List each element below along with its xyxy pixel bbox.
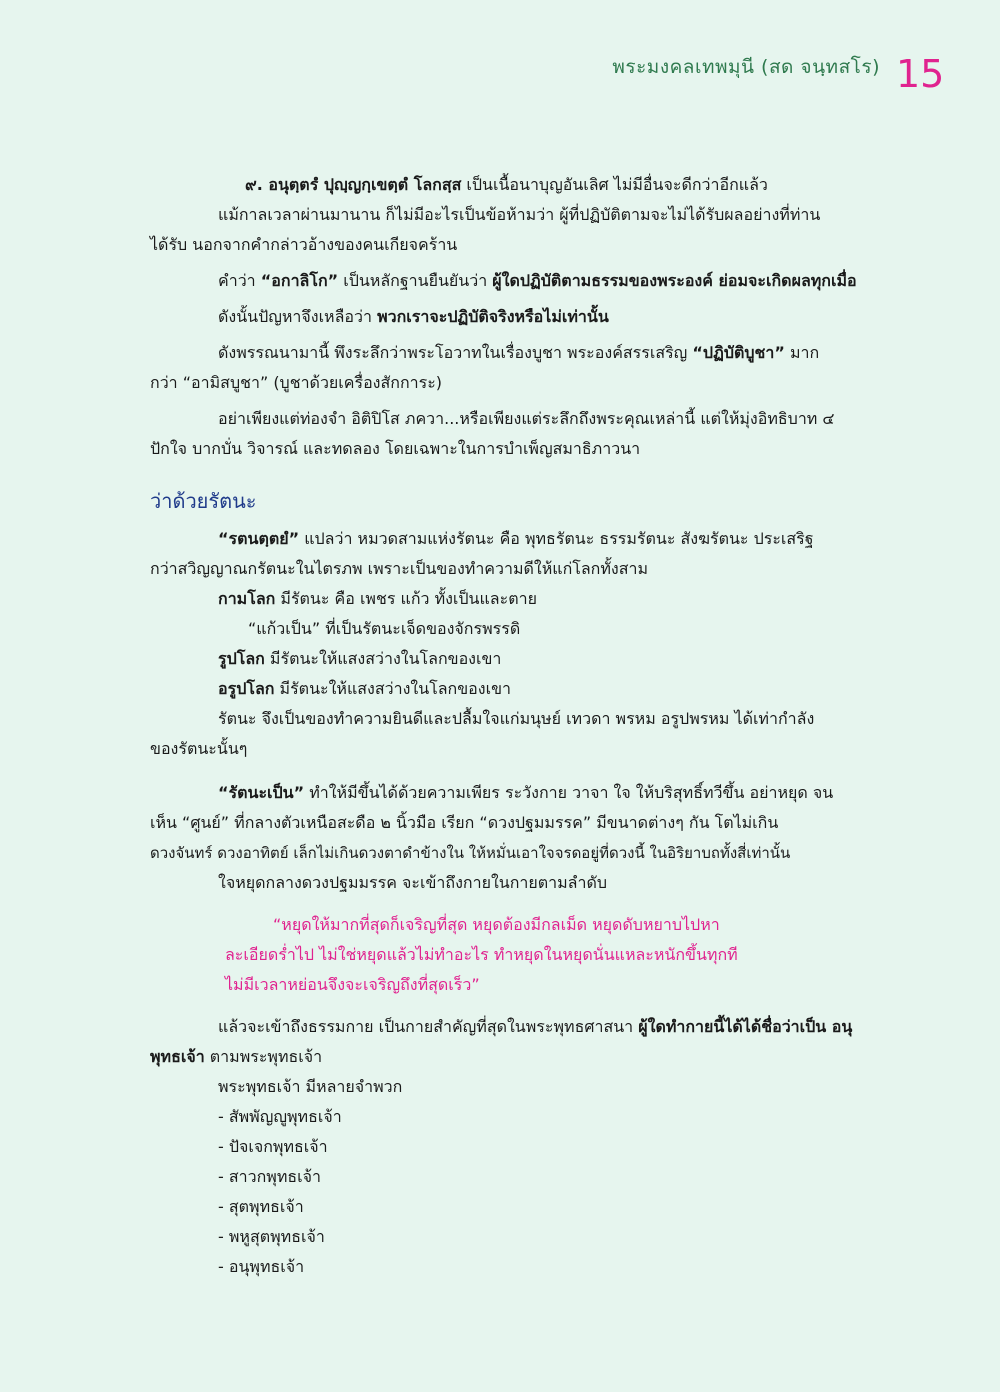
- paragraph-7-line-2: “แก้วเป็น” ที่เป็นรัตนะเจ็ดของจักรพรรดิ: [248, 619, 521, 638]
- bold-term: “รตนตฺตยํ”: [218, 529, 300, 548]
- section-title: ว่าด้วยรัตนะ: [150, 489, 257, 513]
- paragraph-3: [150, 302, 880, 332]
- paragraph-13: พระพุทธเจ้า มีหลายจำพวก: [218, 1077, 403, 1096]
- paragraph-2: [150, 266, 880, 296]
- list-item: - สัพพัญญูพุทธเจ้า: [218, 1107, 342, 1126]
- paragraph-12-line-1: [150, 1012, 880, 1042]
- text: แปลว่า หมวดสามแห่งรัตนะ คือ พุทธรัตนะ ธรรมรัตนะ สังฆรัตนะ ประเสริฐ: [299, 529, 814, 548]
- running-header: [612, 52, 880, 82]
- list-item: - อนุพุทธเจ้า: [218, 1257, 305, 1276]
- text: คำว่า: [218, 271, 261, 290]
- text: ทำให้มีขึ้นได้ด้วยความเพียร ระวังกาย วาจา ใจ ให้บริสุทธิ์ทวีขึ้น อย่าหยุด จน: [304, 783, 834, 802]
- paragraph-4-line-2: กว่า “อามิสบูชา” (บูชาด้วยเครื่องสักการะ): [150, 373, 443, 392]
- bold-term: กามโลก: [218, 589, 276, 608]
- bold-term: ผู้ใดทำกายนี้ได้ได้ชื่อว่าเป็น อนุ: [638, 1017, 853, 1036]
- paragraph-11-line-2: เห็น “ศูนย์” ที่กลางตัวเหนือสะดือ ๒ นิ้วมือ เรียก “ดวงปฐมมรรค” มีขนาดต่างๆ กัน โตไม่เกิน: [150, 813, 779, 832]
- text: แล้วจะเข้าถึงธรรมกาย เป็นกายสำคัญที่สุดในพระพุทธศาสนา: [218, 1017, 639, 1036]
- list-item: - ปัจเจกพุทธเจ้า: [218, 1137, 328, 1156]
- paragraph-11-line-1: [150, 778, 880, 808]
- page-number: 15: [896, 52, 945, 96]
- highlight-quote: [150, 910, 880, 1000]
- list-item: - สาวกพุทธเจ้า: [218, 1167, 321, 1186]
- text: เป็นหลักฐานยืนยันว่า: [338, 271, 493, 290]
- text: ดังนั้นปัญหาจึงเหลือว่า: [218, 307, 378, 326]
- quote-line-1: “หยุดให้มากที่สุดก็เจริญที่สุด หยุดต้องมีกลเม็ด หยุดดับหยาบไปหา: [273, 915, 720, 934]
- bold-term: พุทธเจ้า: [150, 1047, 205, 1066]
- bold-term: รูปโลก: [218, 649, 265, 668]
- bold-term: พวกเราจะปฏิบัติจริงหรือไม่เท่านั้น: [377, 307, 609, 326]
- buddha-types-list: [150, 1102, 880, 1282]
- paragraph-9: [150, 674, 880, 704]
- paragraph-11-line-3: ดวงจันทร์ ดวงอาทิตย์ เล็กไม่เกินดวงตาดำข้างใน ให้หมั่นเอาใจจรดอยู่ที่ดวงนี้ ในอิริยาบถทั้งสี่เท่านั้น: [150, 844, 791, 862]
- text: มาก: [784, 343, 820, 362]
- bold-term: อรูปโลก: [218, 679, 275, 698]
- paragraph-4-line-1: [150, 338, 880, 368]
- paragraph-6-line-2: กว่าสวิญญาณกรัตนะในไตรภพ เพราะเป็นของทำความดีให้แก่โลกทั้งสาม: [150, 559, 649, 578]
- bold-term: “รัตนะเป็น”: [218, 783, 305, 802]
- paragraph-1-line-1: [150, 170, 880, 200]
- paragraph-6-line-1: [150, 524, 880, 554]
- bold-term: ๙. อนุตฺตรํ ปุญฺญกฺเขตฺตํ โลกสฺส: [245, 175, 462, 194]
- quote-line-3: ไม่มีเวลาหย่อนจึงจะเจริญถึงที่สุดเร็ว”: [225, 975, 480, 994]
- text: มีรัตนะให้แสงสว่างในโลกของเขา: [264, 649, 502, 668]
- paragraph-1-line-3: ได้รับ นอกจากคำกล่าวอ้างของคนเกียจคร้าน: [150, 235, 458, 254]
- quote-line-2: ละเอียดร่ำไป ไม่ใช่หยุดแล้วไม่ทำอะไร ทำหยุดในหยุดนั่นแหละหนักขึ้นทุกที: [225, 945, 738, 964]
- bold-term: ผู้ใดปฏิบัติตามธรรมของพระองค์ ย่อมจะเกิดผลทุกเมื่อ: [492, 271, 857, 290]
- paragraph-1-line-2: แม้กาลเวลาผ่านมานาน ก็ไม่มีอะไรเป็นข้อห้ามว่า ผู้ที่ปฏิบัติตามจะไม่ได้รับผลอย่างที่ท่าน: [218, 205, 821, 224]
- text: มีรัตนะ คือ เพชร แก้ว ทั้งเป็นและตาย: [275, 589, 537, 608]
- bold-term: “ปฏิบัติบูชา”: [692, 343, 785, 362]
- paragraph-7-line-1: [150, 584, 880, 614]
- book-title: พระมงคลเทพมุนี (สด จนฺทสโร): [612, 56, 880, 78]
- text: มีรัตนะให้แสงสว่างในโลกของเขา: [274, 679, 511, 698]
- paragraph-12-line-2: [150, 1042, 880, 1072]
- text: เป็นเนื้อนาบุญอันเลิศ ไม่มีอื่นจะดีกว่าอีกแล้ว: [461, 175, 768, 194]
- paragraph-5-line-2: ปักใจ บากบั่น วิจารณ์ และทดลอง โดยเฉพาะในการบำเพ็ญสมาธิภาวนา: [150, 439, 641, 458]
- bold-term: “อกาลิโก”: [260, 271, 339, 290]
- page-body: [150, 170, 880, 1282]
- list-item: - สุตพุทธเจ้า: [218, 1197, 304, 1216]
- text: ตามพระพุทธเจ้า: [204, 1047, 323, 1066]
- paragraph-10-line-2: ของรัตนะนั้นๆ: [150, 739, 248, 758]
- paragraph-5-line-1: อย่าเพียงแต่ท่องจำ อิติปิโส ภควา...หรือเพียงแต่ระลึกถึงพระคุณเหล่านี้ แต่ให้มุ่งอิทธิบาท ๔: [218, 409, 835, 428]
- paragraph-11-line-4: ใจหยุดกลางดวงปฐมมรรค จะเข้าถึงกายในกายตามลำดับ: [218, 873, 607, 892]
- paragraph-8: [150, 644, 880, 674]
- list-item: - พหูสุตพุทธเจ้า: [218, 1227, 325, 1246]
- text: ดังพรรณนามานี้ พึงระลึกว่าพระโอวาทในเรื่องบูชา พระองค์สรรเสริญ: [218, 343, 693, 362]
- paragraph-10-line-1: รัตนะ จึงเป็นของทำความยินดีและปลื้มใจแก่มนุษย์ เทวดา พรหม อรูปพรหม ได้เท่ากำลัง: [218, 709, 815, 728]
